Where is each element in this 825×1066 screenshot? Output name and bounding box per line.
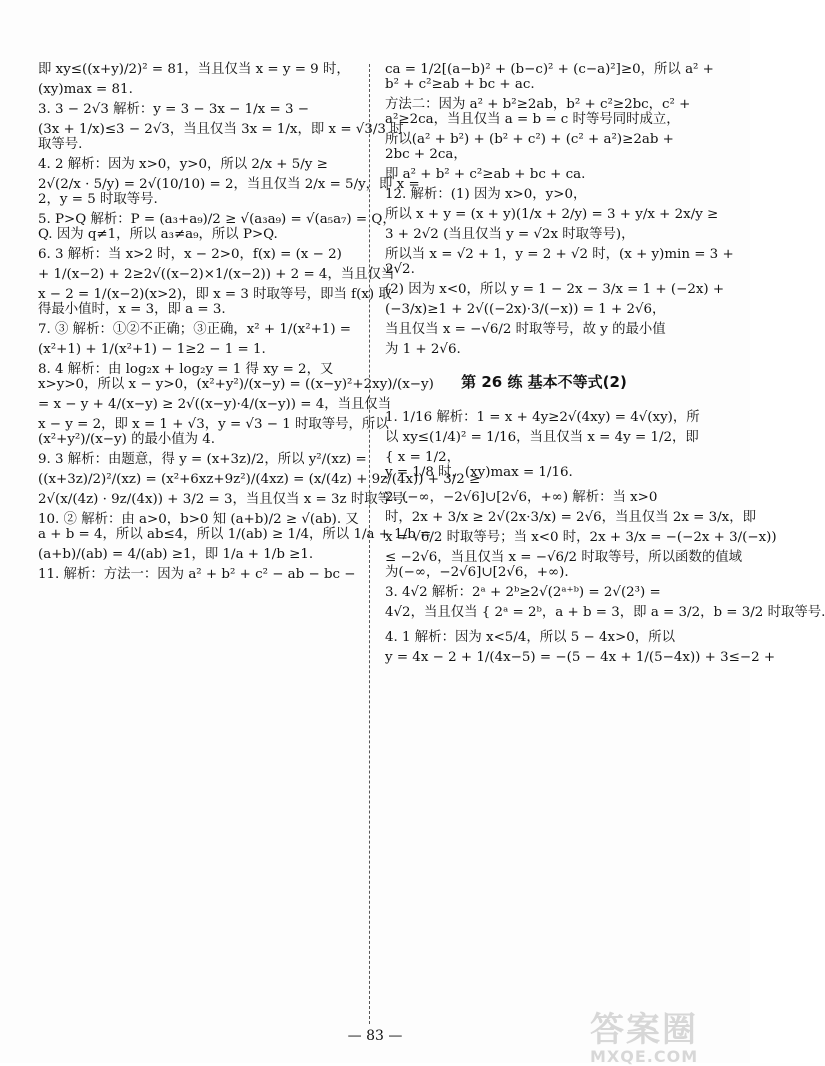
text-line: 所以 x + y = (x + y)(1/x + 2/y) = 3 + y/x + 2x/y ≥ — [385, 207, 719, 222]
text-line: y = 4x − 2 + 1/(4x−5) = −(5 − 4x + 1/(5−4x)) + 3≤−2 + — [385, 650, 776, 665]
column-divider — [369, 64, 370, 1024]
text-line: 7. ③ 解析：①②不正确；③正确，x² + 1/(x²+1) = — [38, 322, 352, 337]
text-line: (x²+1) + 1/(x²+1) − 1≥2 − 1 = 1. — [38, 342, 266, 357]
right-column-top — [385, 62, 734, 357]
text-line: 3. 3 − 2√3 解析：y = 3 − 3x − 1/x = 3 − — [38, 102, 309, 117]
watermark-logo — [590, 1002, 740, 1066]
text-line: 得最小值时，x = 3，即 a = 3. — [38, 302, 226, 317]
watermark-text: 答案圈 — [590, 1010, 698, 1050]
text-line: Q. 因为 q≠1，所以 a₃≠a₉，所以 P>Q. — [38, 227, 278, 242]
page-number: — 83 — — [347, 1028, 403, 1044]
text-line: (3x + 1/x)≤3 − 2√3，当且仅当 3x = 1/x，即 x = √3/3 时 — [38, 122, 404, 137]
text-line: ((x+3z)/2)²/(xz) = (x²+6xz+9z²)/(4xz) = (x/(4z) + 9z/(4x)) + 3/2 ≥ — [38, 472, 481, 487]
text-line: x = √6/2 时取等号；当 x<0 时，2x + 3/x = −(−2x + 3/(−x)) — [385, 530, 777, 545]
text-line: ≤ −2√6，当且仅当 x = −√6/2 时取等号，所以函数的值域 — [385, 550, 743, 565]
text-line: (2) 因为 x<0，所以 y = 1 − 2x − 3/x = 1 + (−2x) + — [385, 282, 725, 297]
text-line: (x²+y²)/(x−y) 的最小值为 4. — [38, 432, 216, 447]
watermark-url: MXQE.COM — [590, 1047, 699, 1066]
text-line: 3 + 2√2 (当且仅当 y = √2x 时取等号)， — [385, 227, 635, 242]
text-line: a + b = 4，所以 ab≤4，所以 1/(ab) ≥ 1/4，所以 1/a + 1/b = — [38, 527, 432, 542]
text-line: 方法二：因为 a² + b²≥2ab，b² + c²≥2bc，c² + — [385, 97, 691, 112]
text-line: (−3/x)≥1 + 2√((−2x)·3/(−x)) = 1 + 2√6， — [385, 302, 666, 317]
text-line: 2√(2/x · 5/y) = 2√(10/10) = 2，当且仅当 2/x = 5/y，即 x = — [38, 177, 420, 192]
text-line: 时，2x + 3/x ≥ 2√(2x·3/x) = 2√6，当且仅当 2x = 3/x，即 — [385, 510, 756, 525]
text-line: 8. 4 解析：由 log₂x + log₂y = 1 得 xy = 2，又 — [38, 362, 334, 377]
text-line: 当且仅当 x = −√6/2 时取等号，故 y 的最小值 — [385, 322, 666, 337]
text-line: 2bc + 2ca， — [385, 147, 467, 162]
text-line: 所以(a² + b²) + (b² + c²) + (c² + a²)≥2ab + — [385, 132, 674, 147]
text-line: + 1/(x−2) + 2≥2√((x−2)×1/(x−2)) + 2 = 4，当且仅当 — [38, 267, 395, 282]
text-line: x − 2 = 1/(x−2)(x>2)，即 x = 3 时取等号，即当 f(x) 取 — [38, 287, 392, 302]
text-line: 4. 2 解析：因为 x>0，y>0，所以 2/x + 5/y ≥ — [38, 157, 328, 172]
text-line: 2√(x/(4z) · 9z/(4x)) + 3/2 = 3，当且仅当 x = 3z 时取等号. — [38, 492, 409, 507]
text-line: (a+b)/(ab) = 4/(ab) ≥1，即 1/a + 1/b ≥1. — [38, 547, 314, 562]
text-line: 6. 3 解析：当 x>2 时，x − 2>0，f(x) = (x − 2) — [38, 247, 342, 262]
text-line: = x − y + 4/(x−y) ≥ 2√((x−y)·4/(x−y)) = 4，当且仅当 — [38, 397, 392, 412]
text-line: 4√2，当且仅当 { 2ᵃ = 2ᵇ，a + b = 3，即 a = 3/2，b = 3/2 时取等号. — [385, 605, 825, 620]
text-line: 12. 解析：(1) 因为 x>0，y>0， — [385, 187, 587, 202]
text-line: (xy)max = 81. — [38, 82, 133, 97]
text-line: 10. ② 解析：由 a>0，b>0 知 (a+b)/2 ≥ √(ab). 又 — [38, 512, 359, 527]
text-line: ca = 1/2[(a−b)² + (b−c)² + (c−a)²]≥0，所以 a² + — [385, 62, 714, 77]
text-line: 1. 1/16 解析：1 = x + 4y≥2√(4xy) = 4√(xy)，所 — [385, 410, 700, 425]
right-column — [385, 62, 825, 665]
text-line: 为 1 + 2√6. — [385, 342, 461, 357]
text-line: x>y>0，所以 x − y>0，(x²+y²)/(x−y) = ((x−y)²+2xy)/(x−y) — [38, 377, 434, 392]
text-line: 即 xy≤((x+y)/2)² = 81，当且仅当 x = y = 9 时， — [38, 62, 350, 77]
text-line: b² + c²≥ab + bc + ac. — [385, 77, 535, 92]
text-line: 为(−∞，−2√6]∪[2√6，+∞). — [385, 565, 569, 580]
text-line: 取等号. — [38, 137, 83, 152]
text-line: 9. 3 解析：由题意，得 y = (x+3z)/2，所以 y²/(xz) = — [38, 452, 367, 467]
text-line: y = 1/8 时，(xy)max = 1/16. — [385, 465, 573, 480]
text-line: 即 a² + b² + c²≥ab + bc + ca. — [385, 167, 586, 182]
text-line: 所以当 x = √2 + 1，y = 2 + √2 时，(x + y)min = 3 + — [385, 247, 734, 262]
section-title: 第 26 练 基本不等式(2) — [461, 373, 627, 391]
text-line: 以 xy≤(1/4)² = 1/16，当且仅当 x = 4y = 1/2，即 — [385, 430, 699, 445]
text-line: 5. P>Q 解析：P = (a₃+a₉)/2 ≥ √(a₃a₉) = √(a₅a₇) = Q， — [38, 212, 396, 227]
text-line: 2. (−∞，−2√6]∪[2√6，+∞) 解析：当 x>0 — [385, 490, 658, 505]
text-line: { x = 1/2， — [385, 450, 461, 465]
text-line: a²≥2ca，当且仅当 a = b = c 时等号同时成立， — [385, 112, 680, 127]
right-column-bottom — [385, 410, 825, 665]
text-line: x − y = 2，即 x = 1 + √3，y = √3 − 1 时取等号，所以 — [38, 417, 389, 432]
text-line: 2√2. — [385, 262, 415, 277]
text-line: 11. 解析：方法一：因为 a² + b² + c² − ab − bc − — [38, 567, 356, 582]
text-line: 4. 1 解析：因为 x<5/4，所以 5 − 4x>0，所以 — [385, 630, 676, 645]
text-line: 2，y = 5 时取等号. — [38, 192, 158, 207]
text-line: 3. 4√2 解析：2ᵃ + 2ᵇ≥2√(2ᵃ⁺ᵇ) = 2√(2³) = — [385, 585, 661, 600]
